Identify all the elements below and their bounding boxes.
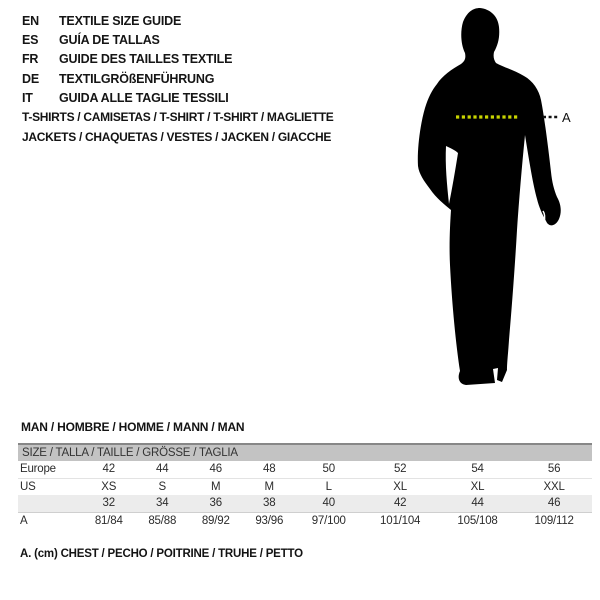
size-cell: 44 — [136, 461, 190, 478]
size-cell: 101/104 — [361, 512, 438, 529]
size-cell: 34 — [156, 497, 169, 510]
size-cell: 38 — [263, 497, 276, 510]
size-cell: 32 — [102, 497, 115, 510]
size-cell: M — [264, 480, 274, 493]
size-table-container — [18, 443, 592, 529]
size-cell: 56 — [516, 461, 592, 478]
size-cell: 40 — [322, 497, 335, 510]
size-cell: XL — [393, 480, 407, 493]
size-cell: 89/92 — [189, 512, 243, 529]
language-code: FR — [22, 52, 39, 67]
size-cell: 97/100 — [296, 512, 361, 529]
size-cell: 52 — [361, 461, 438, 478]
language-code: EN — [22, 13, 39, 28]
size-cell: 46 — [189, 461, 243, 478]
language-label: GUIDA ALLE TAGLIE TESSILI — [59, 90, 229, 105]
table-row-europe — [18, 461, 592, 478]
language-code: IT — [22, 90, 33, 105]
measure-label-a: A — [562, 110, 571, 125]
size-table-header-row — [18, 444, 592, 461]
row-label: A — [18, 512, 82, 529]
size-cell: 93/96 — [243, 512, 297, 529]
size-cell: 42 — [82, 461, 136, 478]
size-cell: 46 — [547, 497, 561, 510]
man-silhouette — [418, 8, 561, 385]
row-label: US — [20, 480, 36, 493]
table-row-us — [18, 478, 592, 495]
size-cell: 42 — [393, 497, 407, 510]
language-code: ES — [22, 32, 39, 47]
category-tshirts: T-SHIRTS / CAMISETAS / T-SHIRT / T-SHIRT / MAGLIETTE — [22, 110, 334, 124]
size-cell: XXL — [543, 480, 565, 493]
size-cell: 105/108 — [439, 512, 516, 529]
size-cell: 81/84 — [82, 512, 136, 529]
row-label: Europe — [18, 461, 82, 478]
size-cell: S — [158, 480, 166, 493]
language-label: TEXTILGRÖßENFÜHRUNG — [59, 71, 215, 86]
size-cell: XS — [101, 480, 117, 493]
size-cell: 36 — [209, 497, 222, 510]
size-table-header: SIZE / TALLA / TAILLE / GRÖSSE / TAGLIA — [18, 444, 592, 461]
size-cell: M — [211, 480, 221, 493]
footnote-chest-measurement: A. (cm) CHEST / PECHO / POITRINE / TRUHE / PETTO — [20, 548, 303, 560]
language-label: GUIDE DES TAILLES TEXTILE — [59, 52, 233, 67]
size-cell: L — [325, 480, 332, 493]
size-cell: 109/112 — [516, 512, 592, 529]
size-cell: 44 — [471, 497, 484, 510]
size-cell: 50 — [296, 461, 361, 478]
section-title-man: MAN / HOMBRE / HOMME / MANN / MAN — [21, 420, 245, 434]
language-code: DE — [22, 71, 39, 86]
size-cell: 54 — [439, 461, 516, 478]
language-label: GUÍA DE TALLAS — [59, 32, 160, 47]
table-row-chest-cm — [18, 512, 592, 529]
size-cell: XL — [470, 480, 485, 493]
size-cell: 48 — [243, 461, 297, 478]
language-label: TEXTILE SIZE GUIDE — [59, 13, 182, 28]
size-cell: 85/88 — [136, 512, 190, 529]
row-label — [18, 495, 82, 512]
table-row-numeric — [18, 495, 592, 512]
size-table — [18, 443, 592, 529]
category-jackets: JACKETS / CHAQUETAS / VESTES / JACKEN / GIACCHE — [22, 130, 332, 144]
